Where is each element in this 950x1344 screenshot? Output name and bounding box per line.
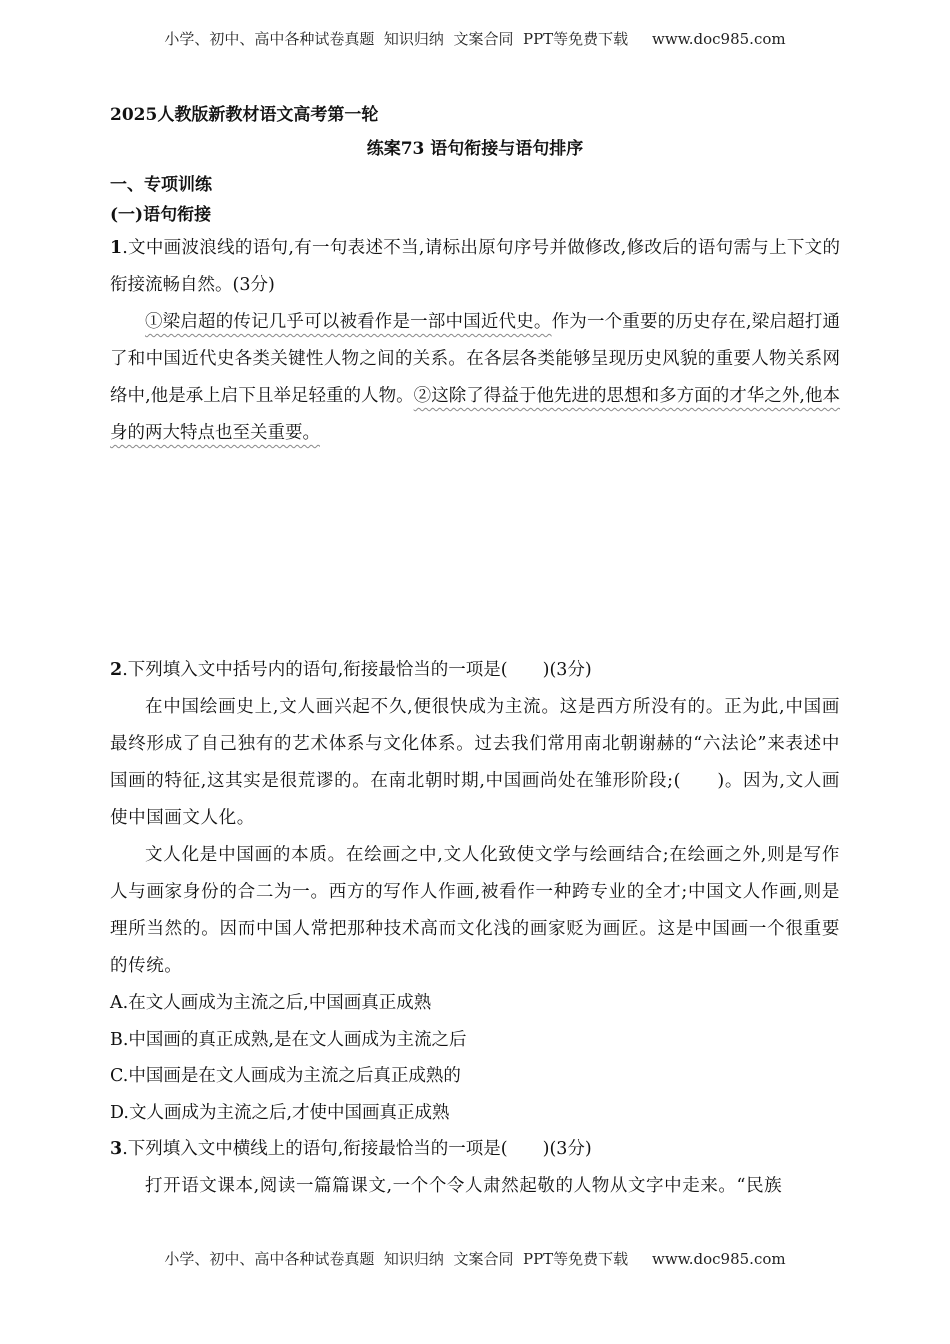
page-footer: 小学、初中、高中各种试卷真题 知识归纳 文案合同 PPT等免费下载 www.doc985.com (164, 1250, 786, 1268)
question-2-stem (110, 652, 840, 689)
answer-space (110, 452, 840, 652)
question-3-text: .下列填入文中横线上的语句,衔接最恰当的一项是( )(3分) (122, 1139, 592, 1159)
question-2-text: .下列填入文中括号内的语句,衔接最恰当的一项是( )(3分) (122, 660, 592, 680)
option-c: C.中国画是在文人画成为主流之后真正成熟的 (110, 1066, 461, 1086)
page-content (110, 100, 840, 1205)
question-2-passage-1: 在中国绘画史上,文人画兴起不久,便很快成为主流。这是西方所没有的。正为此,中国画最终形成了自己独有的艺术体系与文化体系。过去我们常用南北朝谢赫的“六法论”来表述中国画的特征,这其实是很荒谬的。在南北朝时期,中国画尚处在雏形阶段;( )。因为,文人画使中国画文人化。 (110, 697, 840, 828)
wavy-sentence-2: ②这除了得益于他先进的思想和多方面的才华之外,他本身的两大特点也至关重要。 (110, 386, 841, 443)
question-2-number: 2 (110, 660, 123, 680)
option-d: D.文人画成为主流之后,才使中国画真正成熟 (110, 1102, 450, 1123)
question-1-stem (110, 230, 840, 304)
passage-middle: 作为一个重要的历史存在,梁启超打通了和中国近代史各类关键性人物之间的关系。在各层各类能够呈现历史风貌的重要人物关系网络中,他是承上启下且举足轻重的人物。 (110, 312, 841, 406)
option-a: A.在文人画成为主流之后,中国画真正成熟 (110, 993, 432, 1013)
question-1-text: .文中画波浪线的语句,有一句表述不当,请标出原句序号并做修改,修改后的语句需与上下文的衔接流畅自然。(3分) (110, 238, 840, 295)
question-3-passage: 打开语文课本,阅读一篇篇课文,一个个令人肃然起敬的人物从文字中走来。“民族 (145, 1176, 783, 1196)
question-3-stem (110, 1131, 840, 1168)
question-3-number: 3 (110, 1139, 123, 1159)
subsection-heading: (一)语句衔接 (110, 205, 212, 225)
page-header: 小学、初中、高中各种试卷真题 知识归纳 文案合同 PPT等免费下载 www.doc985.com (164, 30, 786, 48)
option-b: B.中国画的真正成熟,是在文人画成为主流之后 (110, 1029, 467, 1050)
question-1-number: 1 (110, 238, 123, 258)
section-heading: 一、专项训练 (110, 175, 212, 195)
question-2-passage-2: 文人化是中国画的本质。在绘画之中,文人化致使文学与绘画结合;在绘画之外,则是写作人与画家身份的合二为一。西方的写作人作画,被看作一种跨专业的全才;中国文人作画,则是理所当然的。因而中国人常把那种技术高而文化浅的画家贬为画匠。这是中国画一个很重要的传统。 (110, 845, 840, 976)
question-1-passage (110, 304, 840, 452)
wavy-sentence-1: ①梁启超的传记几乎可以被看作是一部中国近代史。 (145, 312, 552, 332)
document-title: 2025人教版新教材语文高考第一轮 (110, 105, 379, 125)
exercise-subtitle: 练案73 语句衔接与语句排序 (366, 139, 584, 159)
